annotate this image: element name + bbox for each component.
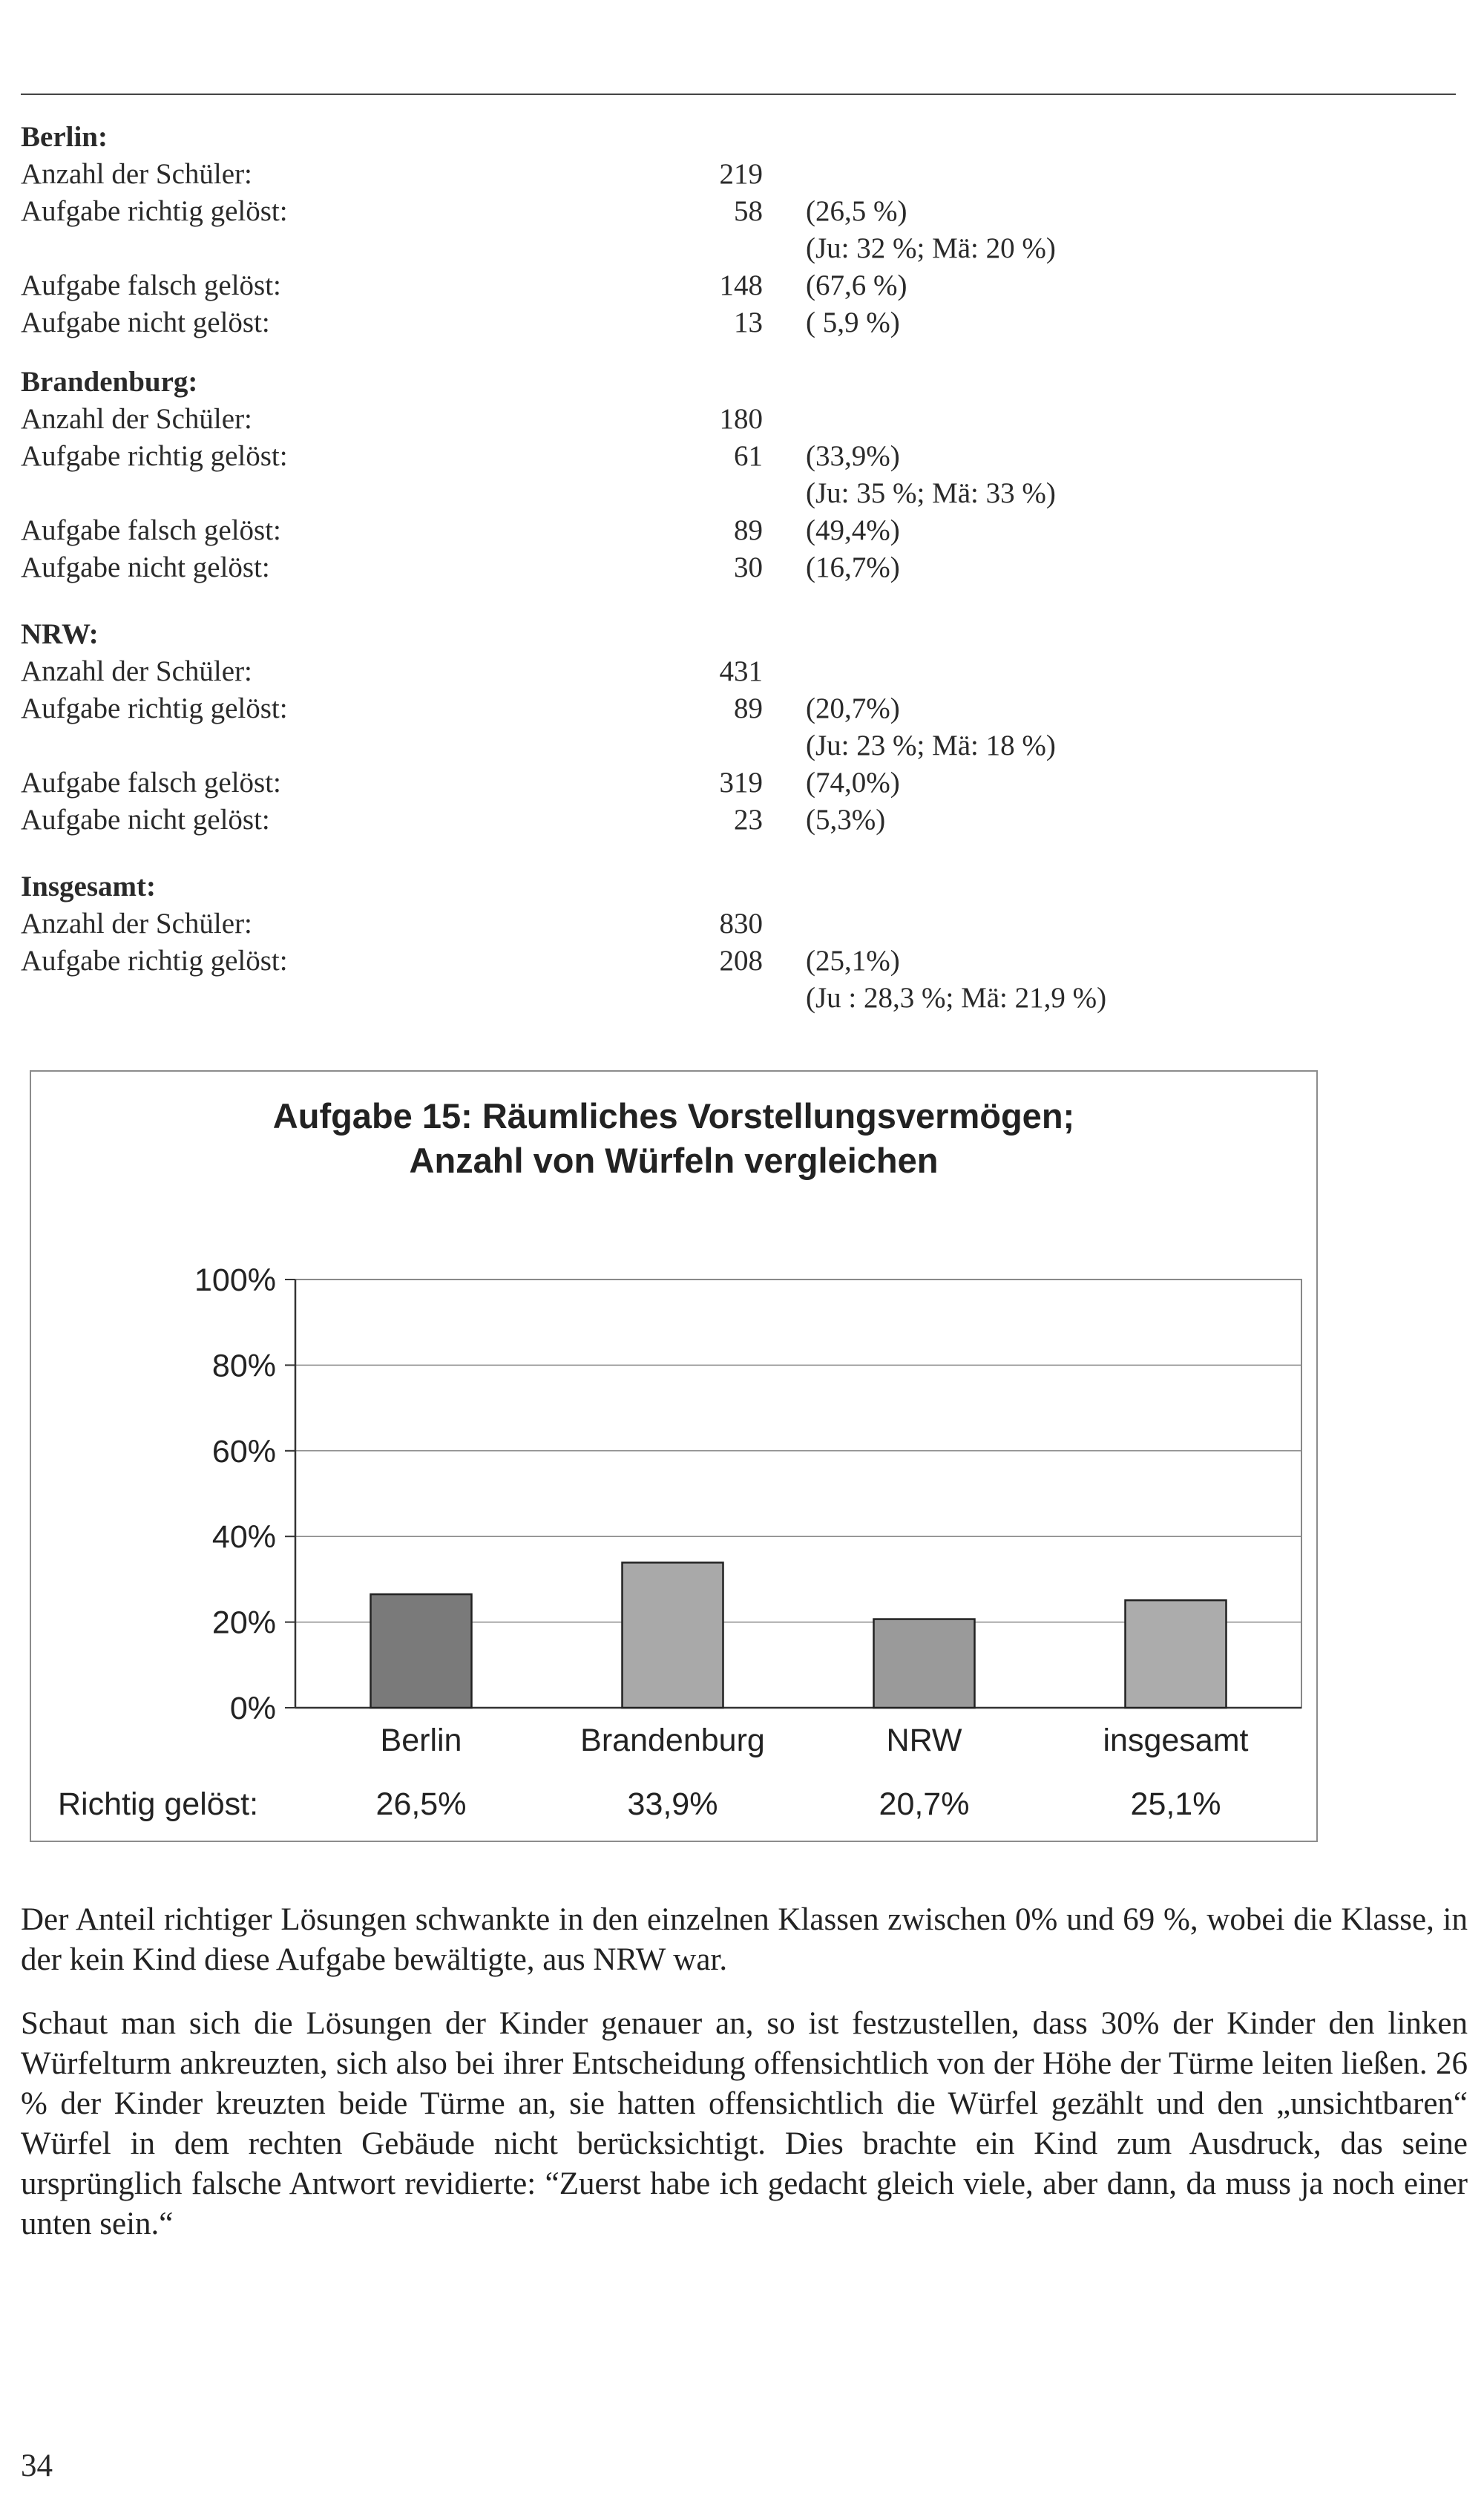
stat-value: 180 <box>719 403 763 435</box>
stat-value: 319 <box>719 767 763 799</box>
top-rule <box>21 94 1456 95</box>
section-title: Insgesamt: <box>21 871 156 902</box>
stat-value: 431 <box>719 655 763 687</box>
x-category-label: Berlin <box>380 1723 462 1758</box>
stat-row <box>21 230 1282 267</box>
chart-title-line1: Aufgabe 15: Räumliches Vorstellungsvermögen; <box>272 1096 1075 1136</box>
chart-frame <box>30 1070 1318 1842</box>
y-tick-label: 100% <box>194 1262 276 1298</box>
stat-percent: (16,7%) <box>806 551 900 583</box>
stat-percent: (49,4%) <box>806 514 900 546</box>
bar <box>874 1619 975 1708</box>
x-category-label: Brandenburg <box>580 1723 765 1758</box>
stat-row <box>21 304 1282 341</box>
stat-label: Aufgabe richtig gelöst: <box>21 945 288 977</box>
stat-row <box>21 690 1282 727</box>
stat-value: 89 <box>734 514 763 546</box>
stat-percent: (Ju : 28,3 %; Mä: 21,9 %) <box>806 982 1107 1014</box>
data-label: 25,1% <box>1130 1786 1221 1822</box>
stat-row <box>21 438 1282 475</box>
page-number: 34 <box>21 2448 53 2483</box>
stat-label: Anzahl der Schüler: <box>21 908 252 940</box>
section-insgesamt <box>21 868 1282 1017</box>
y-tick-label: 80% <box>211 1348 276 1384</box>
stat-label: Aufgabe nicht gelöst: <box>21 307 270 338</box>
y-tick-label: 40% <box>211 1519 276 1556</box>
bar <box>1126 1600 1227 1708</box>
stat-percent: (26,5 %) <box>806 195 907 227</box>
y-tick-label: 0% <box>229 1691 276 1726</box>
bar <box>623 1562 723 1708</box>
stat-row <box>21 549 1282 586</box>
stat-label: Aufgabe falsch gelöst: <box>21 269 281 301</box>
chart-title-line2: Anzahl von Würfeln vergleichen <box>409 1141 939 1180</box>
stat-row <box>21 512 1282 549</box>
stat-percent: (67,6 %) <box>806 269 907 301</box>
stat-value: 89 <box>734 692 763 724</box>
stat-row <box>21 727 1282 764</box>
stat-label: Anzahl der Schüler: <box>21 403 252 435</box>
stat-row <box>21 905 1282 943</box>
stat-label: Aufgabe richtig gelöst: <box>21 195 288 227</box>
stat-percent: (33,9%) <box>806 440 900 472</box>
bar <box>371 1594 472 1708</box>
section-brandenburg <box>21 364 1282 586</box>
stat-row <box>21 943 1282 980</box>
section-nrw <box>21 616 1282 839</box>
stat-percent: (74,0%) <box>806 767 900 799</box>
y-tick-label: 60% <box>211 1433 276 1470</box>
stat-percent: (Ju: 32 %; Mä: 20 %) <box>806 232 1056 264</box>
stat-row <box>21 267 1282 304</box>
stat-label: Aufgabe falsch gelöst: <box>21 514 281 546</box>
stat-percent: (20,7%) <box>806 692 900 724</box>
stat-label: Anzahl der Schüler: <box>21 655 252 687</box>
section-title: Berlin: <box>21 121 108 153</box>
stat-percent: (25,1%) <box>806 945 900 977</box>
stat-value: 23 <box>734 804 763 836</box>
stat-value: 219 <box>719 158 763 190</box>
stat-label: Aufgabe richtig gelöst: <box>21 692 288 724</box>
section-title: NRW: <box>21 618 99 650</box>
data-label: 20,7% <box>879 1786 970 1822</box>
bar-chart <box>31 1072 1316 1841</box>
stat-label: Aufgabe nicht gelöst: <box>21 551 270 583</box>
stat-row <box>21 802 1282 839</box>
section-berlin <box>21 119 1282 341</box>
stat-value: 148 <box>719 269 763 301</box>
stat-value: 208 <box>719 945 763 977</box>
stat-row <box>21 156 1282 193</box>
paragraph-2: Schaut man sich die Lösungen der Kinder genauer an, so ist festzustellen, dass 30% der Kinder den linken Würfelturm ankreuzten, sich also bei ihrer Entscheidung offensichtlich von der Höhe der Türme leiten ließen. 26 % der Kinder kreuzten beide Türme an, sie hatten offensichtlich die Würfel gezählt und den „unsichtbaren“ Würfel in dem rechten Gebäude nicht berücksichtigt. Dies brachte ein Kind zum Ausdruck, das seine ursprünglich falsche Antwort revidierte: “Zuerst habe ich gedacht gleich viele, aber dann, da muss ja noch einer unten sein.“ <box>21 2006 1468 2241</box>
x-category-label: NRW <box>886 1723 962 1758</box>
paragraph-1: Der Anteil richtiger Lösungen schwankte in den einzelnen Klassen zwischen 0% und 69 %, wobei die Klasse, in der kein Kind diese Aufgabe bewältigte, aus NRW war. <box>21 1902 1468 1977</box>
stat-label: Aufgabe richtig gelöst: <box>21 440 288 472</box>
stat-row <box>21 401 1282 438</box>
stat-value: 58 <box>734 195 763 227</box>
stat-percent: ( 5,9 %) <box>806 307 900 338</box>
stat-value: 30 <box>734 551 763 583</box>
stat-value: 61 <box>734 440 763 472</box>
stat-value: 830 <box>719 908 763 940</box>
stat-percent: (Ju: 35 %; Mä: 33 %) <box>806 477 1056 509</box>
stat-row <box>21 764 1282 802</box>
stat-label: Anzahl der Schüler: <box>21 158 252 190</box>
data-label: 26,5% <box>375 1786 467 1822</box>
stat-row <box>21 653 1282 690</box>
stat-row <box>21 475 1282 512</box>
y-tick-label: 20% <box>211 1605 276 1641</box>
data-label: 33,9% <box>627 1786 718 1822</box>
stat-row <box>21 193 1282 230</box>
stat-value: 13 <box>734 307 763 338</box>
stat-percent: (5,3%) <box>806 804 886 836</box>
stat-label: Aufgabe nicht gelöst: <box>21 804 270 836</box>
section-title: Brandenburg: <box>21 366 198 398</box>
data-row-label: Richtig gelöst: <box>58 1786 259 1822</box>
stat-percent: (Ju: 23 %; Mä: 18 %) <box>806 730 1056 761</box>
stat-label: Aufgabe falsch gelöst: <box>21 767 281 799</box>
stat-row <box>21 980 1282 1017</box>
x-category-label: insgesamt <box>1103 1723 1249 1758</box>
